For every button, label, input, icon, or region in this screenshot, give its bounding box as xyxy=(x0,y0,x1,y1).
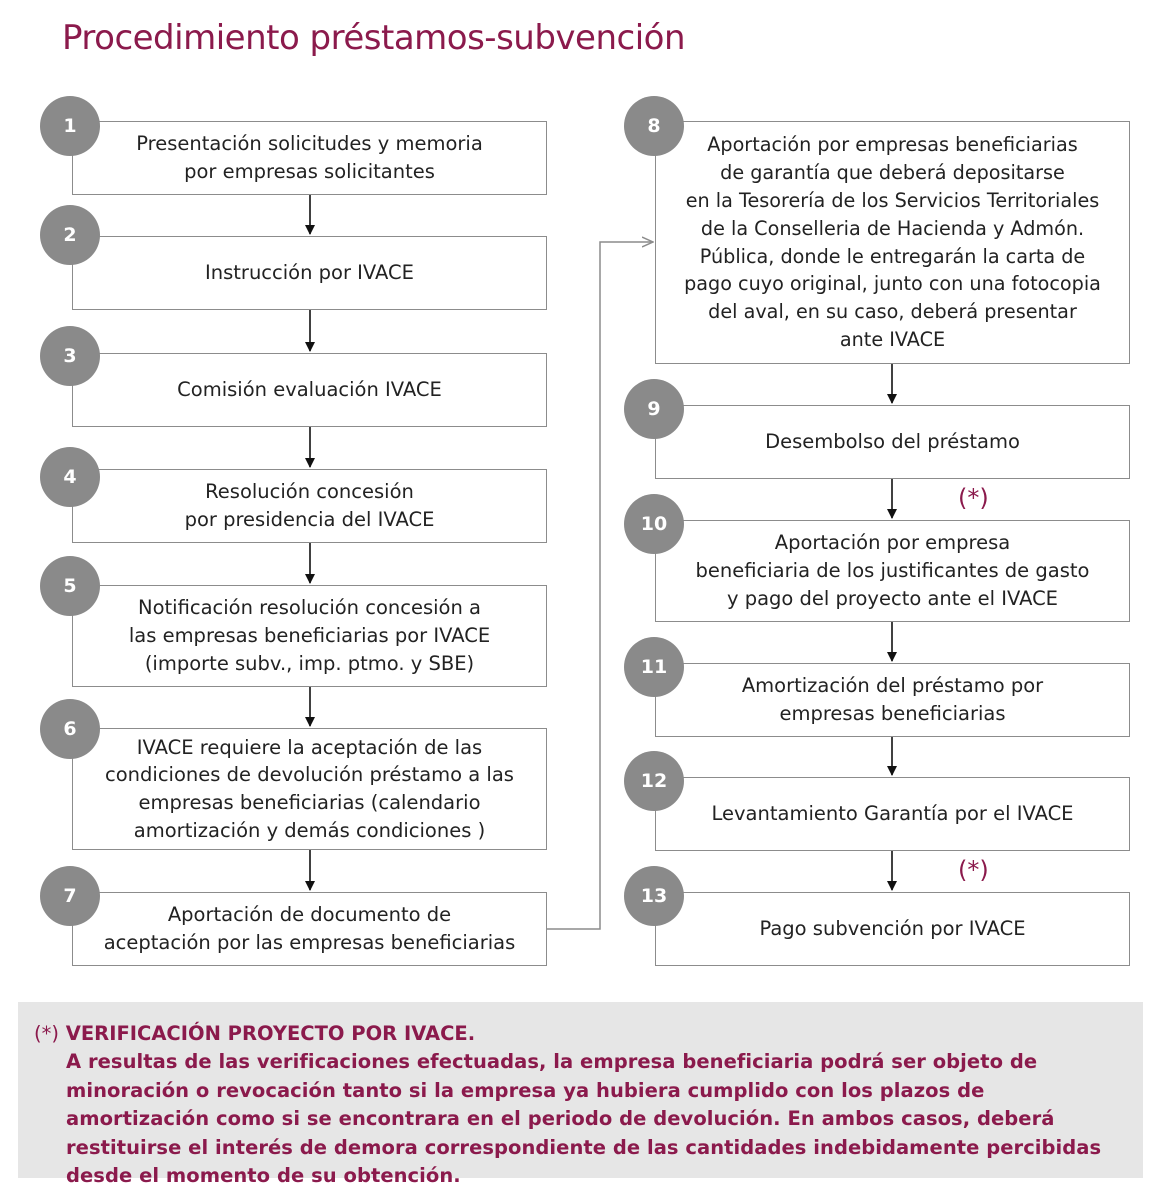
arrow-7-8 xyxy=(547,242,653,929)
step-badge-8: 8 xyxy=(624,96,684,156)
step-box-1: Presentación solicitudes y memoria por empresas solicitantes xyxy=(72,121,547,195)
note-body: A resultas de las verificaciones efectuadas, la empresa beneficiaria podrá ser objeto de minoración o revocación tanto si la empresa ya hubiera cumplido con los plazos de amortización como si se encontrara en el periodo de devolución. En ambos casos, deberá restituirse el interés de demora correspondiente de las cantidades indebidamente percibidas desde el momento de su obtención. xyxy=(66,1050,1102,1188)
step-badge-7: 7 xyxy=(40,866,100,926)
note-heading-text: VERIFICACIÓN PROYECTO POR IVACE. xyxy=(65,1022,476,1045)
step-badge-3: 3 xyxy=(40,326,100,386)
step-badge-9: 9 xyxy=(624,379,684,439)
page-title: Procedimiento préstamos-subvención xyxy=(62,18,685,58)
verification-note xyxy=(18,1002,1143,1188)
note-heading xyxy=(34,1020,1129,1048)
step-badge-6: 6 xyxy=(40,699,100,759)
step-box-11: Amortización del préstamo por empresas beneficiarias xyxy=(655,663,1130,737)
step-box-6: IVACE requiere la aceptación de las condiciones de devolución préstamo a las empresas beneficiarias (calendario amortización y demás condiciones ) xyxy=(72,728,547,850)
step-badge-11: 11 xyxy=(624,637,684,697)
note-mark: (*) xyxy=(34,1022,59,1045)
step-box-2: Instrucción por IVACE xyxy=(72,236,547,310)
step-box-13: Pago subvención por IVACE xyxy=(655,892,1130,966)
step-badge-5: 5 xyxy=(40,556,100,616)
step-box-8: Aportación por empresas beneficiarias de garantía que deberá depositarse en la Tesorería de los Servicios Territoriales de la Conselleria de Hacienda y Admón. Pública, donde le entregarán la carta de pago cuyo original, junto con una fotocopia del aval, en su caso, deberá presentar ante IVACE xyxy=(655,121,1130,364)
step-box-7: Aportación de documento de aceptación por las empresas beneficiarias xyxy=(72,892,547,966)
asterisk-marker: (*) xyxy=(958,484,989,512)
step-badge-2: 2 xyxy=(40,205,100,265)
step-badge-13: 13 xyxy=(624,866,684,926)
step-box-9: Desembolso del préstamo xyxy=(655,405,1130,479)
step-box-10: Aportación por empresa beneficiaria de los justificantes de gasto y pago del proyecto ante el IVACE xyxy=(655,520,1130,622)
step-badge-1: 1 xyxy=(40,96,100,156)
step-box-5: Notificación resolución concesión a las empresas beneficiarias por IVACE (importe subv., imp. ptmo. y SBE) xyxy=(72,585,547,687)
asterisk-marker: (*) xyxy=(958,856,989,884)
step-badge-4: 4 xyxy=(40,447,100,507)
step-box-12: Levantamiento Garantía por el IVACE xyxy=(655,777,1130,851)
step-box-4: Resolución concesión por presidencia del IVACE xyxy=(72,469,547,543)
step-badge-10: 10 xyxy=(624,494,684,554)
step-box-3: Comisión evaluación IVACE xyxy=(72,353,547,427)
step-badge-12: 12 xyxy=(624,751,684,811)
